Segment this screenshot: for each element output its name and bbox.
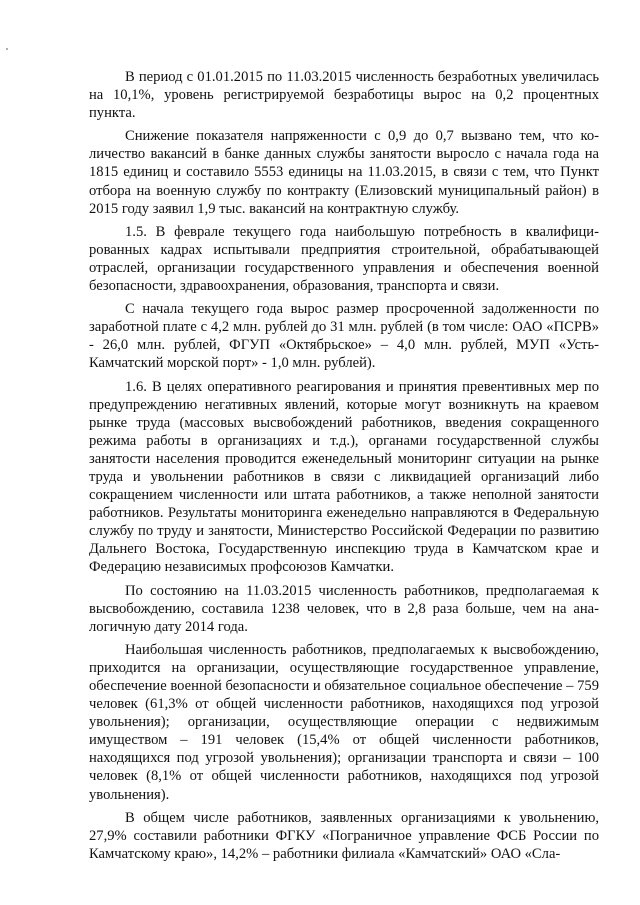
paragraph-layoff-count: По состоянию на 11.03.2015 численность работников, предполагаемая к высвобождению, составила 1238 человек, что в 2,8 раза больше, чем на аналогичную дату 2014 года. <box>89 582 599 635</box>
paragraph-unemployment-growth: В период с 01.01.2015 по 11.03.2015 численность безработных увеличилась на 10,1%, уровень регистрируемой безработицы вырос на 0,2 процентных пункта. <box>89 69 599 122</box>
paragraph-tension-index: Снижение показателя напряженности с 0,9 до 0,7 вызвано тем, что количество вакансий в банке данных службы занятости выросло с начала года на 1815 единиц и составило 5553 единицы на 11.03.2015, в связи с тем, что Пункт отбора на военную службу по контракту (Елизовский муниципальный район) в 2015 году заявил 1,9 тыс. вакансий на контрактную службу. <box>89 128 599 217</box>
paragraph-layoff-by-sector: Наибольшая численность работников, предполагаемых к высвобождению, приходится на организации, осуществляющие государственное управление, обеспечение военной безопасности и обязательное социальное обеспечение – 759 человек (61,3% от общей численности работников, находящихся под угрозой увольнения); организации, осуществляющие операции с недвижимым имуществом – 191 человек (15,4% от общей численности работников, находящихся под угрозой увольнения); организации транспорта и связи – 100 человек (8,1% от общей численности работников, находящихся под угрозой увольнения). <box>89 641 599 803</box>
paragraph-layoff-by-organization: В общем числе работников, заявленных организациями к увольнению, 27,9% составили работники ФГКУ «Пограничное управление ФСБ России по Камчатскому краю», 14,2% – работники филиала «Камчатский» ОАО «Сла- <box>89 809 599 862</box>
paragraph-wage-arrears: С начала текущего года вырос размер просроченной задолженности по заработной плате с 4,2 млн. рублей до 31 млн. рублей (в том числе: ОАО «ПСРВ» - 26,0 млн. рублей, ФГУП «Октябрьское» – 4,0 млн. рублей, МУП «Усть-Камчатский морской порт» - 1,0 млн. рублей). <box>89 301 599 372</box>
document-body <box>89 68 599 863</box>
scan-speck <box>6 48 8 50</box>
paragraph-section-1-6: 1.6. В целях оперативного реагирования и принятия превентивных мер по предупреждению негативных явлений, которые могут возникнуть на краевом рынке труда (массовых высвобождений работников, введения сокращенного режима работы в организациях и т.д.), органами государственной службы занятости населения проводится еженедельный мониторинг ситуации на рынке труда и увольнении работников в связи с ликвидацией организаций либо сокращением численности или штата работников, а также неполной занятости работников. Результаты мониторинга еженедельно направляются в Федеральную службу по труду и занятости, Министерство Российской Федерации по развитию Дальнего Востока, Государственную инспекцию труда в Камчатском крае и Федерацию независимых профсоюзов Камчатки. <box>89 378 599 576</box>
paragraph-section-1-5: 1.5. В феврале текущего года наибольшую потребность в квалифицированных кадрах испытывали предприятия строительной, обрабатывающей отраслей, организации государственного управления и обеспечения военной безопасности, здравоохранения, образования, транспорта и связи. <box>89 223 599 295</box>
